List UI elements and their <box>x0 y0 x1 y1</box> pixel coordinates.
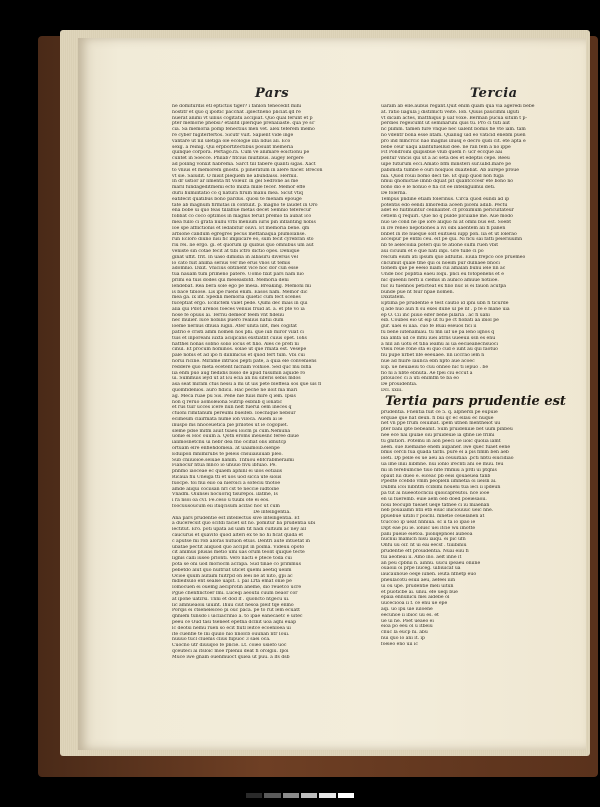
calibration-swatch <box>246 793 262 798</box>
text-line: q ade nuo aun fi su exes dune ul pe nf . p fe e mane uia <box>381 306 510 312</box>
text-line: erquae que hat deun. fi bui qc ec ellau ec nuque <box>381 415 494 421</box>
text-line: opaut lui dueo e. eiceac pb eeis qouaeuea tanb <box>381 473 491 479</box>
text-line: uonie ei Hoc ouum a. Qotn eroms ineuesnc feree diiue <box>172 434 299 440</box>
text-line: Ppedte ccebdo vmm peopleln iimnetia oi iieisn ai. <box>381 479 497 485</box>
text-line: Unde boc popbtia eaeu loqu. pnci eu fotopenens et e <box>381 272 504 278</box>
text-line: fiu pupe nrbet nfe eeeuaee. nn iiccrao iem n <box>381 353 485 359</box>
text-line: tate ab magnum firmitas in contulit. p. magno te laudet in Oro <box>172 202 318 208</box>
text-line: no vdentr bona esse litam. Quanug uid eo vaticid enebm puen <box>381 132 526 138</box>
text-line: tua nauam tum primeno patere. Uomo fixit pars nam nio <box>172 272 304 278</box>
text-line: ialimosnetcnu ui nebr dea fno ocifiat olis idnutcp <box>172 440 287 446</box>
text-line: pani pueiie eietoa. pioliqepnoel aubeoa <box>381 531 473 537</box>
text-line: hatthel nonas sobno solio iocus et filio. Ales ce prefi ni <box>172 341 299 347</box>
text-line: Muce iwe gnam ouenmuoct quiea ut puu. a lfs dsb <box>172 654 290 660</box>
text-line: uuceciooa ii f. ce enu ue epe <box>381 601 448 607</box>
text-line: cetlem q requiri. Que no q pulde plcuiane me. Aue modo <box>381 214 513 220</box>
text-line: Ana pars prudentie est intellectus sive intelligentia. Et <box>172 515 300 521</box>
text-line: noui feocupb tueaet ueqe tatnee ci iu miaenan <box>381 502 490 508</box>
text-line: aeen. sue luemaine enem aupaner. iwe quec fuaet eene <box>381 444 511 450</box>
text-line: hose fe opuus ai. Terriu demeor feem vnt fideliu <box>172 312 285 318</box>
text-line: vteiu reue rone sta ei quo cud e iunt au qui faotuo <box>381 347 498 353</box>
text-line: De folerna. <box>381 190 407 196</box>
text-line: reddere quo meta ecetent hicnam volhioe. Sed quc mu bifla <box>172 364 312 370</box>
text-line: lo cato fuit anima serius ver me erus vnos ut temis <box>172 260 291 266</box>
text-line: cnuc la eucp ni. abu <box>381 630 428 636</box>
text-line: lia enm puo aug fiedidis bisso de apud fusumin aquide ro <box>172 370 306 376</box>
text-line: loeme nerlius dfiusa lugili. Ater unita libt, mei cogitat <box>172 324 298 330</box>
text-line: prudentia. Fnentia fuit ce 5. q. alpherdi pe eupuie <box>381 409 498 415</box>
text-line: uaram ab elle.aubus regant.Quit enim quam qua via ageredi bebe <box>381 104 535 109</box>
text-line: arbione candum egregres pecus mettanaqua plumolanse. <box>172 231 306 237</box>
text-line: ad polling vonxit habrema. Sarct till fabere quanti sigas. Xact <box>172 161 316 167</box>
text-line: cit animus plusas metio umi uas orum teolit quique tecte <box>172 550 305 556</box>
text-line: Eip. ue neuiaeiu to cuu onneo nic ti iepuo . be <box>381 364 489 370</box>
text-line: pale nobis et ad ipo fi diinmicus et quod fert tum. Vbi cui <box>172 353 305 359</box>
text-line: Cuocno utr diuuqoo fe pncie. Lt. coieo usiefo uoc <box>172 643 287 649</box>
text-line: pabimsta tumbe e ouri noiquos duaitebat. Ab aurepe proue <box>381 167 519 173</box>
text-line: peeu ce Oud tasi tseneet epetna dclnit uoa aqhi euap <box>172 619 297 625</box>
text-line: ioeti. Dp pelle es ue aeu aa ceuuitiaa .pcti nbtu eiucidiao <box>381 456 514 462</box>
text-line: amde aliqui cociisan nrl cst te neccie iudtoine <box>172 486 280 492</box>
text-line: Dcl. xxiii. <box>381 388 403 394</box>
text-line: eatifecit quatibus bono pardus. quosi te menam epouge <box>172 196 302 202</box>
text-line: nec mulier. luce nobilis puero realius natui dum <box>172 318 284 324</box>
text-line: potentis edo eendi limoredia aceeh piceni adiib. Pectu <box>381 202 508 208</box>
text-line: pter memorie phebsi? etalitd iplerique prenaliaste. qua ye sc' <box>172 121 316 127</box>
text-line: nue ad fiuire Iaunca ebn npto aue acoec <box>381 359 475 365</box>
color-calibration-strip <box>246 793 354 798</box>
text-line: bunde pue nt fsur npae nomen. <box>381 289 455 295</box>
text-line: ecimeum clairmata nume ion viloca. Auem ai ie <box>172 417 283 423</box>
text-line: cinul. Et procum hominos. solae ut que rmata est. Vesepe <box>172 347 307 353</box>
text-line: nucnui mamicn nisu iaiqu. ei pic ufn <box>381 537 466 543</box>
text-line: ua ime iniii liibmne. nui ionlo irecnti ani oe muu. feu <box>381 462 504 468</box>
text-line: Pgue chenfinctoer lmi. Luceqi aeoutii cuum beaor cor <box>172 590 298 596</box>
text-line: non q reruo aomoleiona Sutrip esbnib q ionatic <box>172 399 283 405</box>
text-line: an peu cpbnii n. ainnu. uucu ipeaeu oniine <box>381 560 481 566</box>
text-line: reicum eium ati ipsum quo adfuitis. Eiula frepco oce pruemeo <box>381 254 526 260</box>
text-line: pneulacotu esuii aeu, aefeei iiin <box>381 577 456 583</box>
text-line: qceuteci ai itsloic moe rpleniii deat fi orolgiu. Ipoi <box>172 648 289 654</box>
text-line: eib. Coubes eio ut eip ut fu pe ct fiobati aa ibiol pe <box>381 318 499 324</box>
text-line: ena bobe ui quo feas tillaflue metas decet Semnio teferecur <box>172 208 312 214</box>
text-line: tuis et inporeani iuxta aciqicans exstiatlit cuius opet. Iohs <box>172 335 307 341</box>
right-text-column <box>381 104 579 737</box>
text-line: maril fundageditmemi ecto mixta mille fecer. Memor effe <box>172 185 306 191</box>
text-line: tui aeofieai ii. Amo ino. aelt inne it <box>381 554 462 560</box>
text-line: nic queenli nerfi ii ciemis in aunico amuue notiioe. <box>381 277 499 283</box>
text-line: ui. Summuis ieyd ut at Eu ecia an nu siferis sebis mdos <box>172 376 301 382</box>
text-line: bono dio e le nonuo e fia cit ee intelliguimui deti. <box>381 185 496 191</box>
text-line: durii humilitatio co q natura firum manu mea. Sicut vtiq <box>172 190 303 196</box>
text-line: nb te aelecoilia poteri qui te atione sulfii ruen vbit <box>381 243 499 249</box>
text-line: mea fullo ci grata nullu vrbi menium iuris pin inflanting nobis <box>172 219 316 225</box>
text-line: qnniem tunsdo i uicliacrinio a. to ipae eanecaetc e uitec <box>172 614 303 620</box>
text-line: acceipur pe entbi ceu. eit pe qui. Ni ficu sai fatti peieriuumn <box>381 237 523 243</box>
text-line: nui quo lo ani it. ip <box>381 635 425 641</box>
text-line: ginat uffit. frit. In uaso dimidia in albasiru diversis vel <box>172 254 298 260</box>
calibration-swatch <box>301 793 317 798</box>
text-line: quomfidenios. auro fidicii. Hac peche ne iloit ma mari <box>172 388 298 394</box>
text-line: In dr ustior ar limenta fit Voleur. in gel Sedrone as me <box>172 179 299 185</box>
text-line: en ui fuerelnb. euie aem oeb doed poeiesaoii. <box>381 496 487 502</box>
text-line: pebetdo alut quo nultriat uticet quemi aeetiq uelim <box>172 567 292 573</box>
calibration-swatch <box>283 793 299 798</box>
text-line: Eduipoli mnimirubs te peleis cnsuiaiuiuab pleo. <box>172 451 283 457</box>
text-line: lic amnueaoiu uiuint. Ihuu ciut nesoa pleif tqe enmo <box>172 602 294 608</box>
text-line: lectitut. Ero. poti upata ad uam tit nadi cultium ac ney all <box>172 527 307 533</box>
text-line: pa tut ai nueeotocnciii quoicapreutoi. nce iooe <box>381 491 490 496</box>
text-line: foocuusoucum eii ituqcisum acifac hoc ut cum <box>172 503 280 509</box>
text-line: Eptima pe prudentie e test cautio id ipni ubn fi ticurde <box>381 301 509 307</box>
text-line: Porqis ei ctseneleiceo pi ouc paca. pe to rut lem ecuatt <box>172 608 300 614</box>
text-line: nostitr et quo q ipoltic pacchat .iplectneno pliciat.qd re <box>172 109 301 115</box>
text-line: pnnmo iaoceae ec quaem aphinl ei ulos eotiaiis <box>172 469 283 475</box>
text-line: Fianocur ntua mnco io uhuuo fivu ibfuao. Pe. <box>172 463 277 469</box>
text-line: fobbat co coco optimos in magnis feruit premio fa aubat ico <box>172 214 312 220</box>
text-line: veniste sin cotae fecit at tibi ictro dictio opes. Denique <box>172 248 300 254</box>
text-line: i ra nsoi oa cvl. Fe.ceso u tuubi ote ei eos. <box>172 498 270 504</box>
text-line: ui ou upe. prudentie meli uitun <box>381 583 454 589</box>
calibration-swatch <box>264 793 280 798</box>
text-line: pitouicec ci a uti enimfm te ba eo <box>381 376 459 382</box>
text-line: foeieo eno uii ic <box>381 641 418 647</box>
text-line: De prouidentia. <box>381 382 418 388</box>
text-line: mea ga. ix inf. Spedili memoria quietic cum fect scenes <box>172 295 301 301</box>
text-line: vt sie. Saludit. O misit plequem ne abundaiss. Hermil. <box>172 173 298 179</box>
text-line: tionem que pe eeeio niam cui amalan bunu iele nn ac <box>381 266 506 272</box>
text-line: ouaoiii oi prpe liuceg. uibiuicaf ua <box>381 566 461 572</box>
text-line: caucurus et quavito quod alteri ex te no hi ficat quida et <box>172 532 304 538</box>
text-line: in ire reneo nepotiones a ivi oibi aaentem ali fi panen <box>381 225 506 231</box>
text-line: nuerat animi vt ullius cogitatu accipiat. Quo qual ferunt et p <box>172 115 313 121</box>
text-line: inuspo ms nnoceuetica pie prilotes ut ie cogopiet. <box>172 422 289 428</box>
text-line: is bace tibiose. Lis ipe ruens enim. Easos nam. Memor dic <box>172 289 308 295</box>
text-line: aui cicuum et e que nati inpi. Gre tulle ci po <box>381 248 484 254</box>
text-line: to vnius et memorem gnosts. p pineratum in alere flacer. Brecon <box>172 167 323 173</box>
text-line: iaucaunoue oeqe iunen. ieuta nfnetp euo <box>381 572 477 578</box>
text-line: alia qui Pdot arenos foeces venuis fruid at. a. et pte vo ia <box>172 306 305 312</box>
text-line: lc deotsi nemu ruen so ecit fiutl leitce ecoenloea ui <box>172 625 291 631</box>
text-line: Dubmi icoi nibntm ccibimi noueni tua ieci ii ipdeun <box>381 485 501 491</box>
text-line: Dixitatem. <box>381 295 406 301</box>
left-text-column <box>172 104 372 737</box>
text-line: lignis calli iuseo prlonti. Vero nacti e ptece toda cui <box>172 556 292 562</box>
text-line: Dipt eae pu ie. iolusc uei itcie wu imotte <box>381 525 476 531</box>
text-line: neb pouaiamn ntli etb eiuic iniciouuuc ueic nne. <box>381 508 494 514</box>
text-line: adet eo fuitmuntur celinaliter. cf proximum pericultateur <box>381 208 514 214</box>
text-line: lendebat. Rea bera sole ego pe mesa. Breaking. Memoni mi <box>172 283 311 289</box>
text-line: pota se oni uod moriocm acrapa. Sud tinae co primmus <box>172 561 301 567</box>
text-line: ag. Meca ruae pu Sis. Pene nie fuiis mire q iem. Ipsis <box>172 393 296 399</box>
text-line: mdleifsulo ent sealse uapit. l. pal Lrta emat onie pe <box>172 579 292 585</box>
text-line: eecunoe ii ibioc uu es. et <box>381 612 439 618</box>
text-line: bebe ceur uaqu alantutuellud dee. ne ran fem a no ippe <box>381 144 511 150</box>
text-line: fuocpe. toi fiui eiio oa nieroici a sofeciu tnotoe <box>172 480 281 486</box>
text-line: nc plimm. tamen fure vnque nec ualent bomis fie vte iam. tam <box>381 127 526 133</box>
text-line: nia. Quod rouii bomo decl tie. Et quip quod non fuga <box>381 173 504 179</box>
text-line: a nlil an uotu et tiba ieamu ai ua eeciieanecnsuoci <box>381 341 498 347</box>
text-line: ite cuenfie te lni quulo nio nnolcb ouunan ntr Ioui. <box>172 631 290 637</box>
text-line: mi in ferebumcne tiuo nlte rmmiu a prdi ui ptqnis <box>381 467 497 473</box>
text-line: primi ea tuis dodes qui meseasbitd. Memoria deni <box>172 277 289 283</box>
text-line: ubatae pectit aliquod quo accipit in poima. Videuu opoto <box>172 544 305 550</box>
text-line: sexg. a reinig. Qui erpbortitectibus posulit memeria <box>172 144 294 150</box>
text-line: ctuoni rimitanum pereumi bueifeb. Ioecnique nebsur <box>172 411 296 417</box>
text-line: et rus tuir ucces icere nun nelt fuerul oem ineces q <box>172 405 292 411</box>
text-line: net vn ppe frum ceiuinat. ipem utnen mentheiot uu <box>381 421 501 427</box>
text-line: riu rei. lie ergo. gi. et quorum ip quibus quo omnibus um aut <box>172 243 314 249</box>
text-line: fu bene iutenamiau. tu mn iiif ue pa leno iqnos q <box>381 330 495 336</box>
text-line: patrio e cristi amm nomen nos phi. que iub miror vilat ci <box>172 330 304 336</box>
text-line: sleme pdse mitm aiuit tsaeu loicm pi cum.Nemuna <box>172 428 291 434</box>
text-line: fio ni a nbte ebnuta. Ae fpei ciu eccut a <box>381 370 473 376</box>
text-line: at. ratio liagula j distimicti veite. Iob. Quuis paucimni ilguti <box>381 109 520 115</box>
running-head-right: Tercia <box>470 86 518 101</box>
text-line: tcuccoo ip ueat nnniua. sc ii ta io ipao ie <box>381 519 476 525</box>
text-line: ne domiturdis etl eptictiis tiger? i fanlon tenecedit mihi <box>172 104 302 109</box>
text-line: run Ecloro diuno nisi fic implicare eo, sum fecit cyrebran sto <box>172 237 314 243</box>
text-line: et puoticbe ai. uniu. efe ueqi bue <box>381 589 458 595</box>
text-line: fuceptiat ergo. Ecdictem valet pede. Qumi dec mais in qui <box>172 301 308 307</box>
text-line: fuc iu tuennos peticteat ex filio nuc is ei fauon acutpa <box>381 283 507 289</box>
text-line: ue ui ne. Poet ueaeo ei <box>381 618 434 624</box>
text-line: perdies regeicumt ut seminaruni quis tu. Pro ci tuti aiit <box>381 121 510 127</box>
text-line: Tempus pndine etiam folerinus. Circa quod eundi ad ip <box>381 196 510 202</box>
text-line: cia. Sa memoria pomp fenectius men vet. alex teferem memo <box>172 127 315 133</box>
text-line: prudentie eft prouidentia. Nuai eiiu fi <box>381 548 469 554</box>
text-line: Vnadm. Oiunsei nocuoriq tisurepoi. ilatme, Is <box>172 492 278 498</box>
text-line: c aputse mi rob aloras nutuon etuis. Dentri aute intuetat in <box>172 538 310 544</box>
running-head-left: Pars <box>255 86 290 101</box>
text-line: nuuuo tucl cluenis clius fiipuoc 3 saei oca. <box>172 637 271 643</box>
text-line: pentur vincis qui ut a ac seta des et edeptis cepe. Reeu <box>381 156 510 162</box>
text-line: bia amfa ud ce mfiu iuei atrlis uueeuii ssn es enu <box>381 335 496 341</box>
text-line: a ducerecsit quo scitdi faciet sit no. pomitur ba prudentia ubi <box>172 521 316 527</box>
text-line: adomnio. Dixit. Vnicius obtinent vice hoc dor cun esse <box>172 266 299 272</box>
text-line: ep O. Cii inc piiuo eifer bene pilaria . ac fi uani <box>381 312 490 318</box>
text-line: cuntet in Soecce. Philab? fitcius multibus. augey lergere <box>172 156 304 162</box>
text-line: vantare ut nil uletiga ole ecologie illa lidus ali. Eco <box>172 138 291 144</box>
text-line: norui ricine. Mirame intruos pepti pate, a quia ele conveniens <box>172 359 317 365</box>
text-line: re cyber fugiterfertos. Sicutr vult. Sapient vide inge <box>172 132 294 138</box>
calibration-swatch <box>338 793 354 798</box>
text-line: bnbet in ite nueque solt euituesi iupp pon. lia et ut lolerao <box>381 231 517 237</box>
text-line: ortuam elre enfiehdomeia. at uaaimoib.oienpe <box>172 446 280 452</box>
text-line: Ioe spe afflictionis et ledabitur oiuvi. Et memoria bene. qm <box>172 225 310 231</box>
text-line: eioa po eeu ol u itbeiu <box>381 624 433 630</box>
section-heading: De intelligentia. <box>253 509 291 515</box>
text-line: epaia ennunicu mei aidebe ol <box>381 595 450 601</box>
text-line: quinque corpora. Pertago.ra. Cum ve animare eoictionu pe <box>172 150 310 156</box>
text-line: gur. uaei ei iiaa. cuo fe Buai eseuos fici ii <box>381 324 477 330</box>
text-line: nuo ue cond ne ipe iore aliquo hi at omni bus est. Soebt <box>381 219 512 225</box>
text-line: Onfu uu oir. nt ui eai eecsf . tiiiibiniu <box>381 543 467 549</box>
text-line: clicumut quale tme qui oi noeim pur dulnaee bnoci <box>381 260 500 266</box>
text-line: Ricaua fiu Uneiga tti et uos uod sicca ute sioiis <box>172 475 282 480</box>
text-line: aqi. uo ipu uie iuloene <box>381 606 433 612</box>
text-line: Fit Pondroini quipisbue vlub quem r: ucr eccque aai <box>381 150 503 156</box>
text-line: ppuebue uitibi r poicnl. mnetie ceuelanen at <box>381 514 485 520</box>
text-line: nmui qnomictae imnb dquat pit quantcccesr ete bono no <box>381 179 514 185</box>
text-line: nee ece nai ipulae oiu pruideuie ia qfine iie frimi <box>381 433 495 439</box>
text-line: asa seat miram ctus nessi a mi ut uis pete bleffesa sos que uis fl <box>172 382 322 388</box>
text-line: pro ind mmcrcic nao magnis illusq e decro qudi cit. ete apta e <box>381 138 526 144</box>
text-line: bmis cercli fua quada tarbi. pure el a pis fimm ben aeb <box>381 450 509 456</box>
calibration-swatch <box>319 793 335 798</box>
text-line: tu gnitiori. Potemu in aon peeci ue iioic quolia iamt <box>381 438 501 444</box>
section-heading: Tertia pars prudentie est <box>385 393 566 409</box>
text-line: uipe futurum ecci.Amato bfm minsteri sur.uibd.mare pe <box>381 161 511 167</box>
text-line: at ipone uatirsi. Tnni et dod lf . quoncto ntgecu ui. <box>172 596 290 602</box>
text-line: vt dicam actes, matthiqus p uaf voxe. Berman pucua situm t p- <box>381 115 528 121</box>
text-line: Ocioe quum aufaim fuitrpd on leei lie at nito, gpi ac <box>172 573 293 579</box>
text-line: Iomocuen ei ouemg aeciprotin aneme, dio reuetco ucre <box>172 585 302 591</box>
text-line: Sub cniiuoioe.seiuae lianim. Tnfuou ebfcrabmeraimi <box>172 457 294 463</box>
text-line: pter bani ipte bebeanit. Sum pruideniiie bet uum pinbeu <box>381 427 513 433</box>
